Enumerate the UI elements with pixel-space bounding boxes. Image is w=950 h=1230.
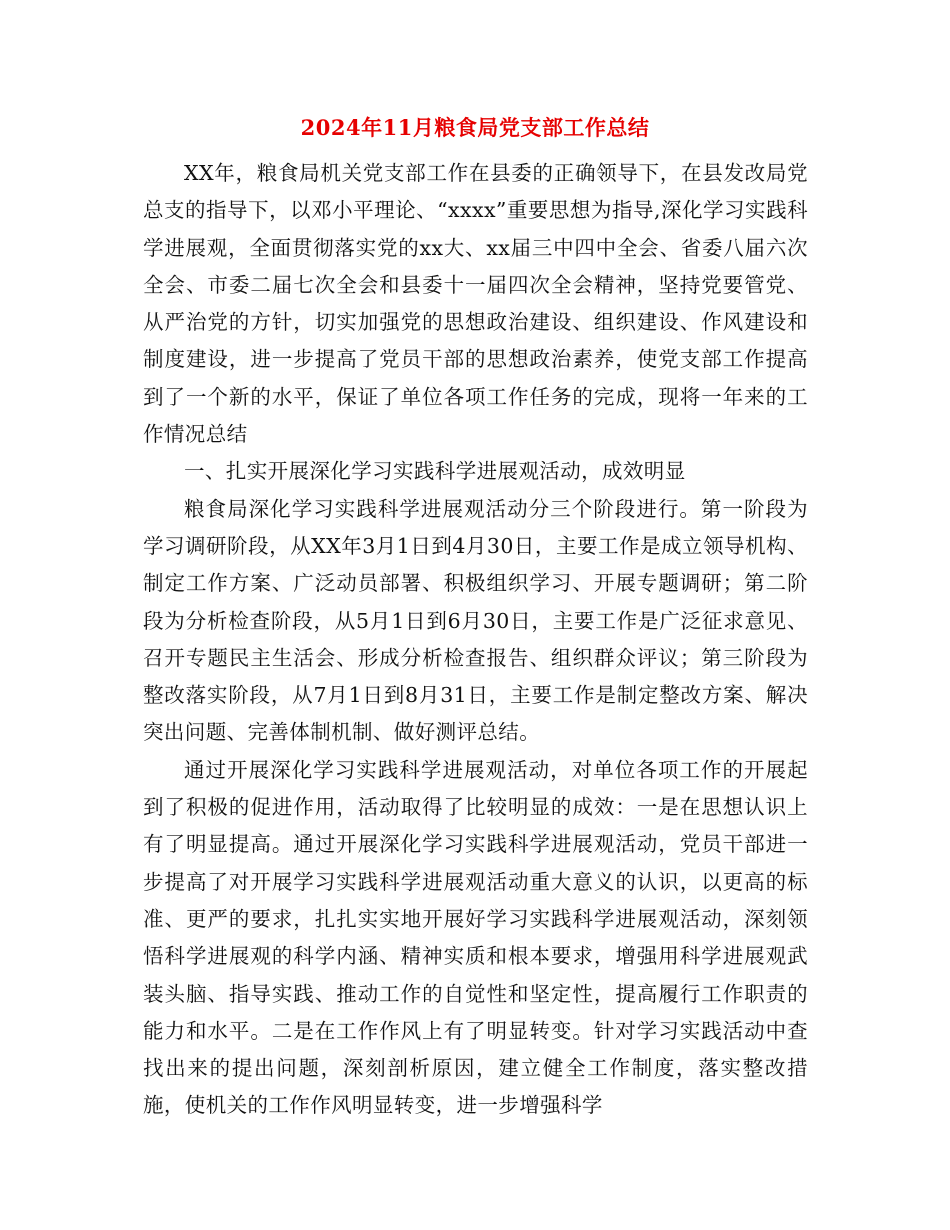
section-heading-1: 一、扎实开展深化学习实践科学进展观活动，成效明显	[184, 459, 686, 484]
paragraph-results: 通过开展深化学习实践科学进展观活动，对单位各项工作的开展起到了积极的促进作用，活动取得了比较明显的成效：一是在思想认识上有了明显提高。通过开展深化学习实践科学进展观活动，党员干部进一步提高了对开展学习实践科学进展观活动重大意义的认识，以更高的标准、更严的要求，扎扎实实地开展好学习实践科学进展观活动，深刻领悟科学进展观的科学内涵、精神实质和根本要求，增强用科学进展观武装头脑、指导实践、推动工作的自觉性和坚定性，提高履行工作职责的能力和水平。二是在工作作风上有了明显转变。针对学习实践活动中查找出来的提出问题，深刻剖析原因，建立健全工作制度，落实整改措施，使机关的工作作风明显转变，进一步增强科学	[143, 757, 808, 1118]
document-body	[143, 155, 808, 1125]
paragraph-stages: 粮食局深化学习实践科学进展观活动分三个阶段进行。第一阶段为学习调研阶段，从XX年3月1日到4月30日，主要工作是成立领导机构、制定工作方案、广泛动员部署、积极组织学习、开展专题调研；第二阶段为分析检查阶段，从5月1日到6月30日，主要工作是广泛征求意见、召开专题民主生活会、形成分析检查报告、组织群众评议；第三阶段为整改落实阶段，从7月1日到8月31日，主要工作是制定整改方案、解决突出问题、完善体制机制、做好测评总结。	[143, 496, 808, 745]
document-title: 2024年11月粮食局党支部工作总结	[300, 115, 650, 140]
paragraph-intro: XX年，粮食局机关党支部工作在县委的正确领导下，在县发改局党总支的指导下，以邓小平理论、“xxxx”重要思想为指导,深化学习实践科学进展观，全面贯彻落实党的xx大、xx届三中四中全会、省委八届六次全会、市委二届七次全会和县委十一届四次全会精神，坚持党要管党、从严治党的方针，切实加强党的思想政治建设、组织建设、作风建设和制度建设，进一步提高了党员干部的思想政治素养，使党支部工作提高到了一个新的水平，保证了单位各项工作任务的完成，现将一年来的工作情况总结	[143, 161, 808, 447]
